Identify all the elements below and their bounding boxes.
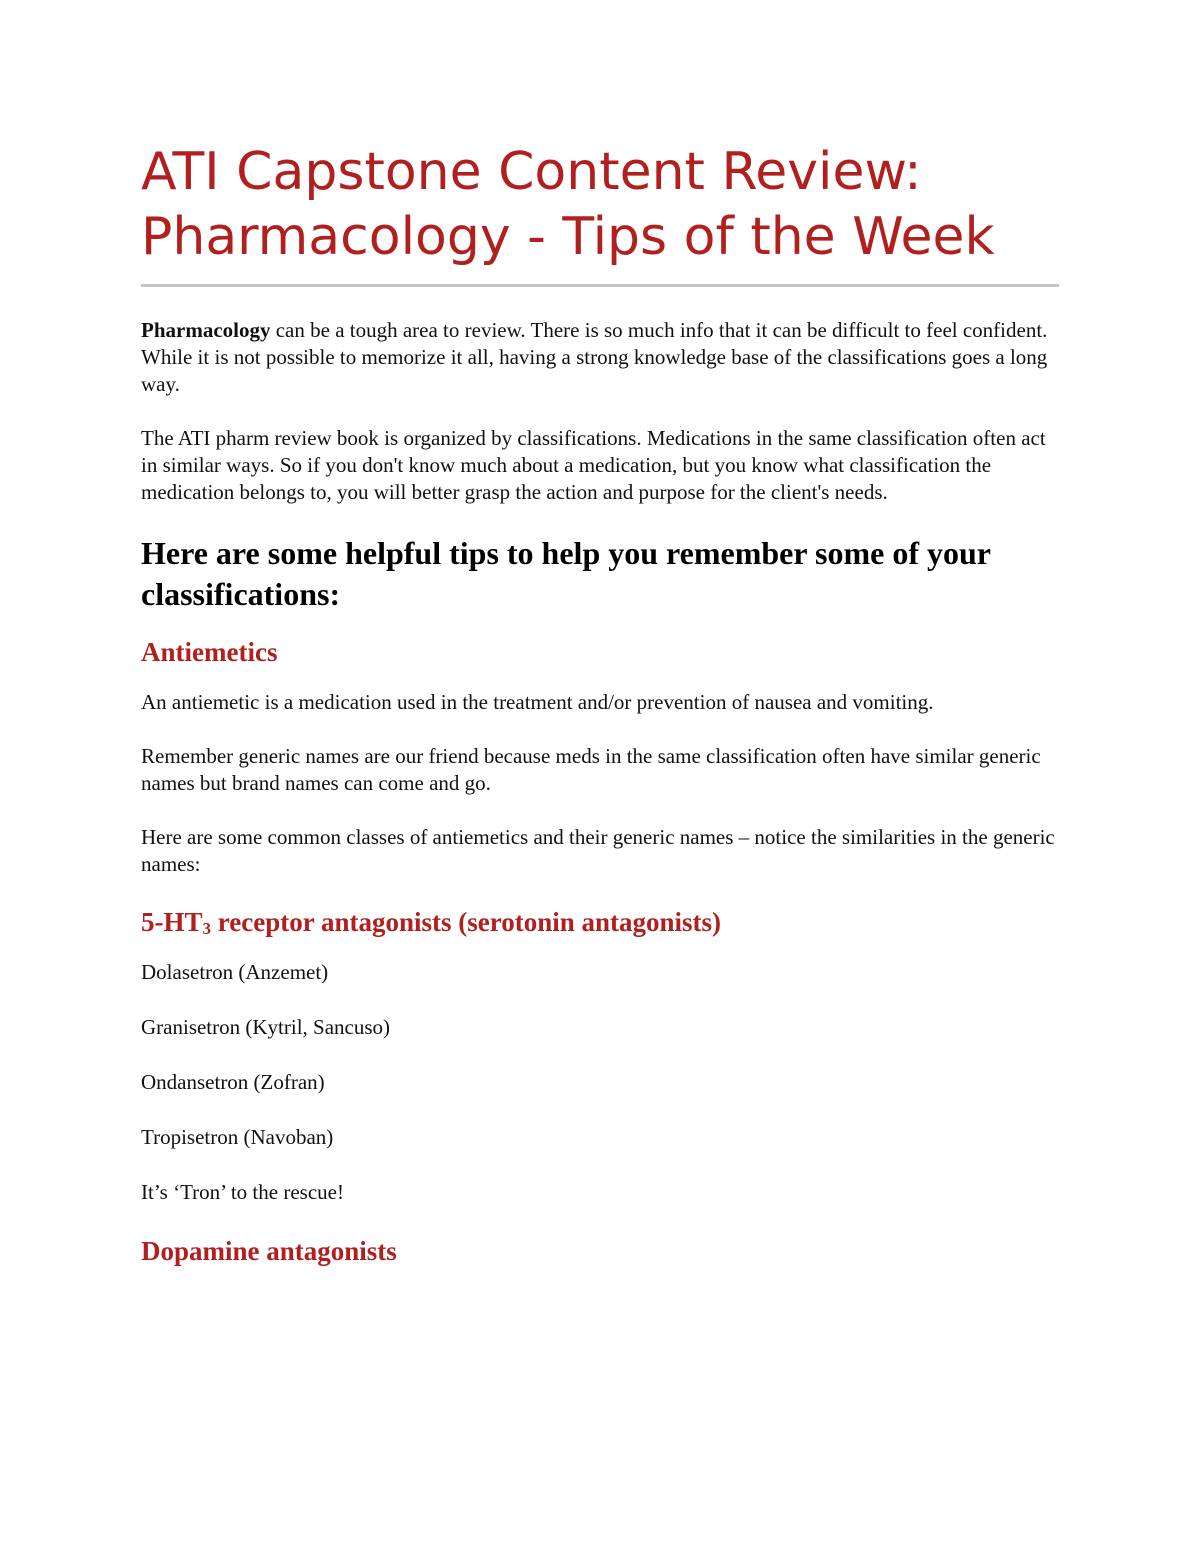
drug-item: Tropisetron (Navoban): [141, 1125, 334, 1149]
document-content: [141, 140, 1059, 1288]
document-title: ATI Capstone Content Review: Pharmacology - Tips of the Week: [141, 142, 995, 267]
dopamine-antagonists-heading: Dopamine antagonists: [141, 1236, 397, 1266]
serotonin-antagonists-heading: [141, 905, 1059, 939]
intro-paragraph: [141, 317, 1059, 398]
mnemonic-note: It’s ‘Tron’ to the rescue!: [141, 1180, 344, 1204]
drug-item: Dolasetron (Anzemet): [141, 960, 329, 984]
serotonin-heading-suffix: receptor antagonists (serotonin antagonists): [211, 907, 722, 937]
antiemetics-heading: Antiemetics: [141, 637, 278, 667]
intro-text: can be a tough area to review. There is so much info that it can be difficult to feel confident. While it is not possible to memorize it all, having a strong knowledge base of the classifications goes a long way.: [141, 318, 1048, 396]
drug-item: Granisetron (Kytril, Sancuso): [141, 1015, 391, 1039]
serotonin-heading-prefix: 5-HT: [141, 907, 203, 937]
title-divider: [141, 284, 1059, 287]
generic-names-paragraph: Remember generic names are our friend because meds in the same classification often have similar generic names but brand names can come and go.: [141, 744, 1041, 795]
drug-item: Ondansetron (Zofran): [141, 1070, 325, 1094]
classes-intro-paragraph: Here are some common classes of antiemetics and their generic names – notice the similarities in the generic names:: [141, 825, 1055, 876]
serotonin-heading-subscript: 3: [202, 919, 212, 938]
intro-bold-lead: Pharmacology: [141, 318, 271, 342]
tips-heading: Here are some helpful tips to help you remember some of your classifications:: [141, 535, 991, 612]
classification-paragraph: The ATI pharm review book is organized by classifications. Medications in the same classification often act in similar ways. So if you don't know much about a medication, but you know what classification the medication belongs to, you will better grasp the action and purpose for the client's needs.: [141, 426, 1046, 504]
antiemetic-definition: An antiemetic is a medication used in the treatment and/or prevention of nausea and vomiting.: [141, 690, 934, 714]
